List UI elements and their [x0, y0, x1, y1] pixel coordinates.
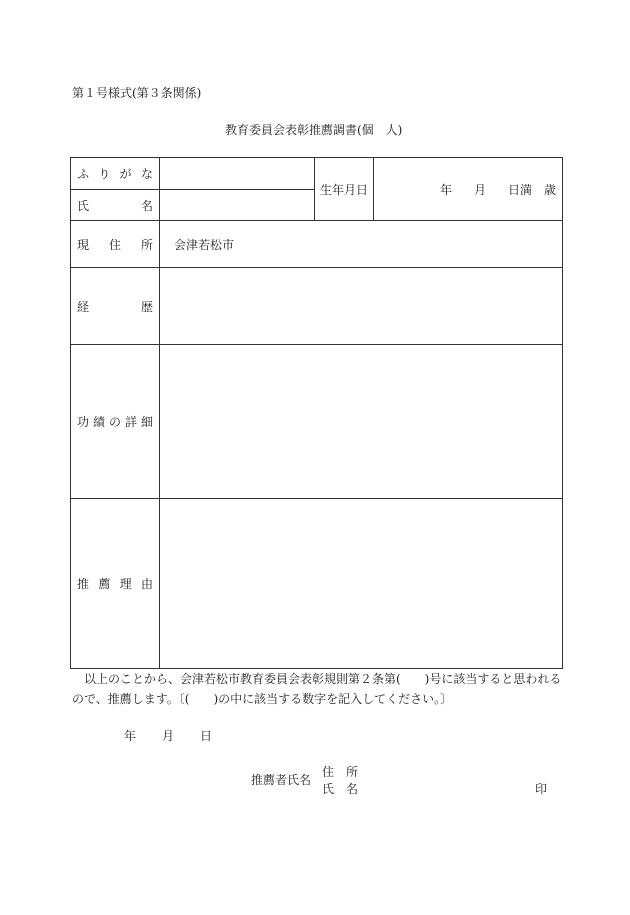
date-year-label: 年 — [439, 182, 452, 197]
date-line-day: 日 — [200, 729, 213, 743]
furigana-field[interactable] — [160, 158, 315, 190]
date-full-age-label: 日満 — [507, 182, 532, 197]
achievement-label: 功 績 の 詳 細 — [71, 345, 160, 499]
date-line-year: 年 — [124, 729, 137, 743]
reason-row — [71, 499, 563, 669]
seal-mark: 印 — [535, 782, 548, 796]
address-label: 現 住 所 — [71, 221, 160, 268]
address-row — [71, 221, 563, 268]
achievement-row — [71, 345, 563, 499]
date-line — [124, 727, 212, 744]
date-age-label: 歳 — [543, 182, 556, 197]
birth-date-field[interactable] — [374, 158, 563, 221]
date-line-month: 月 — [162, 729, 175, 743]
career-label: 経 歴 — [71, 268, 160, 345]
reason-label: 推 薦 理 由 — [71, 499, 160, 669]
recommendation-form-table — [70, 157, 563, 669]
address-field[interactable]: 会津若松市 — [160, 221, 563, 268]
form-number-label: 第１号様式(第３条関係) — [72, 86, 202, 100]
date-month-label: 月 — [473, 182, 486, 197]
career-row — [71, 268, 563, 345]
career-field[interactable] — [160, 268, 563, 345]
document-title: 教育委員会表彰推薦調書(個 人) — [225, 123, 403, 137]
recommender-name-label: 推薦者氏名 — [251, 773, 312, 787]
recommender-address-label: 住 所 — [322, 765, 359, 779]
achievement-field[interactable] — [160, 345, 563, 499]
recommender-name-field-label: 氏 名 — [322, 782, 359, 796]
furigana-label: ふ り が な — [71, 158, 160, 190]
name-label: 氏 名 — [71, 190, 160, 221]
name-field[interactable] — [160, 190, 315, 221]
recommendation-note: 以上のことから、会津若松市教育委員会表彰規則第２条第( )号に該当すると思われるので、推薦します。〔( )の中に該当する数字を記入してください。〕 — [72, 672, 562, 706]
birth-date-label: 生年月日 — [315, 158, 374, 221]
furigana-row — [71, 158, 563, 190]
reason-field[interactable] — [160, 499, 563, 669]
